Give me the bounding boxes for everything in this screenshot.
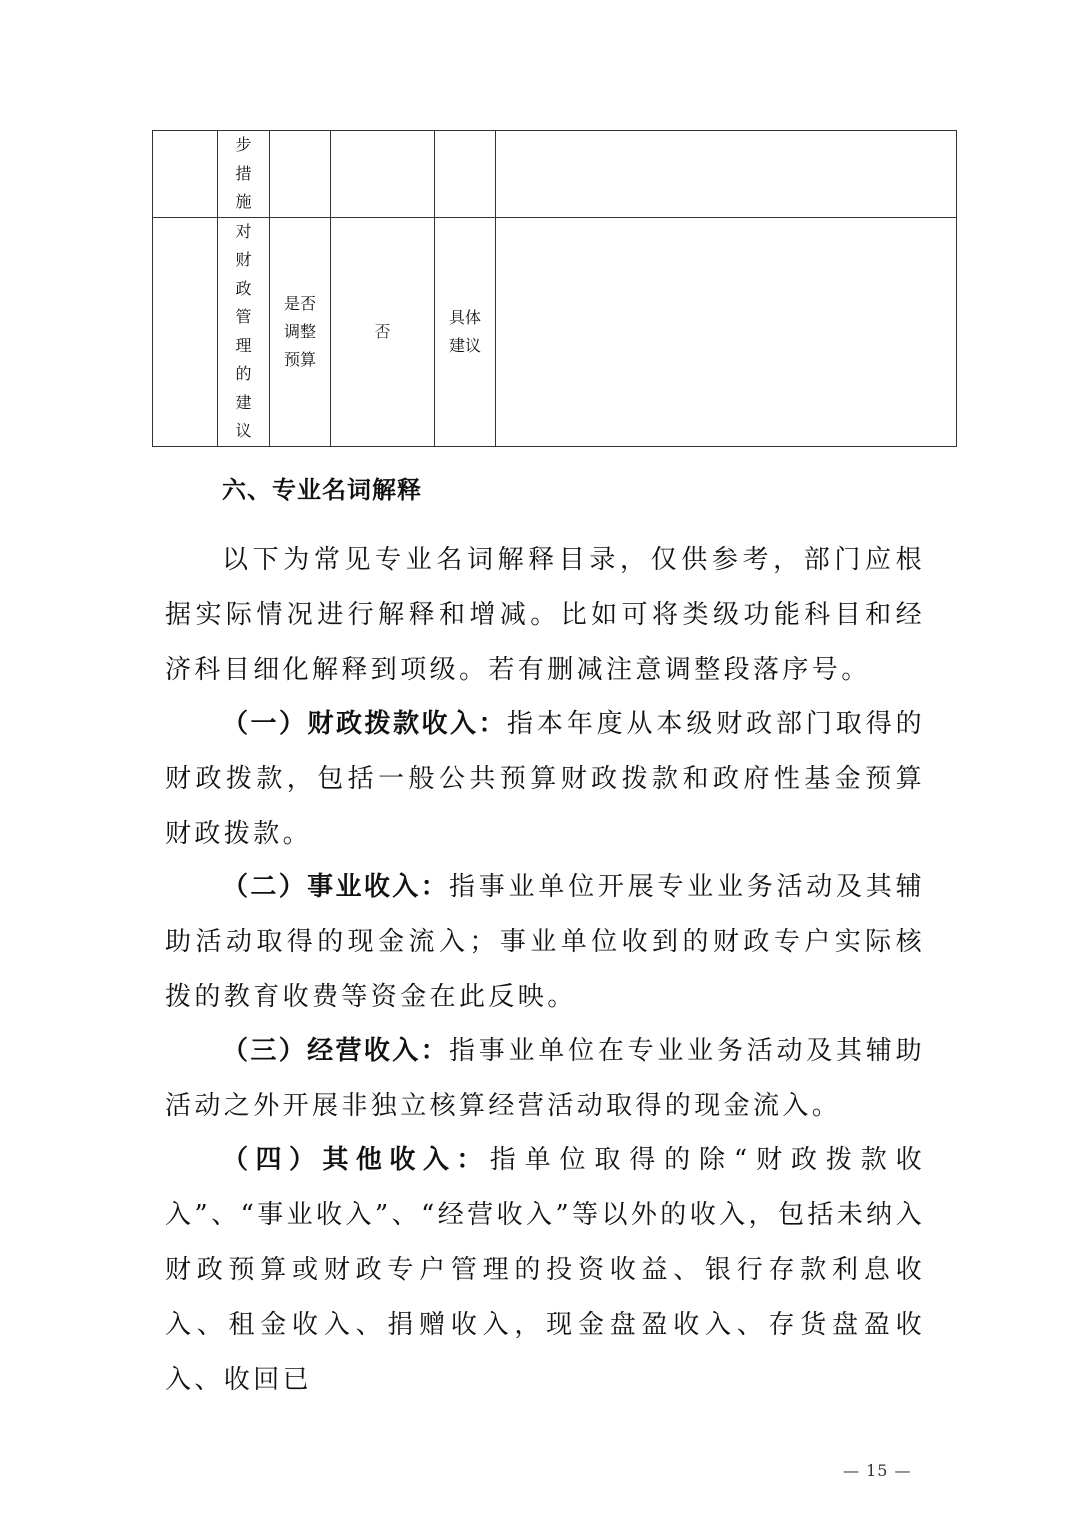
term-paragraph xyxy=(165,1024,925,1134)
term-label: （四）其他收入： xyxy=(222,1145,490,1175)
term-definition: 指事业单位在专业业务活动及其辅助活动之外开展非独立核算经营活动取得的现金流入。 xyxy=(165,1036,925,1121)
section-title: 六、专业名词解释 xyxy=(222,476,422,504)
measures-label: 步措施 xyxy=(235,135,252,211)
specific-advice-label: 具体建议 xyxy=(448,307,481,355)
term-definition: 指本年度从本级财政部门取得的财政拨款，包括一般公共预算财政拨款和政府性基金预算财政拨款。 xyxy=(165,709,925,849)
table-row-measures xyxy=(153,131,957,218)
evaluation-table xyxy=(152,130,957,447)
adjust-budget-label-cell xyxy=(270,217,331,446)
term-paragraph xyxy=(165,860,925,1025)
finance-advice-label: 对财政管理的建议 xyxy=(235,221,252,440)
table-empty-cell xyxy=(435,131,496,218)
table-row-finance-advice xyxy=(153,217,957,446)
table-empty-cell xyxy=(270,131,331,218)
term-label: （三）经营收入： xyxy=(222,1036,449,1066)
page-number: — 15 — xyxy=(843,1461,912,1480)
table-empty-cell xyxy=(153,131,218,218)
term-paragraph xyxy=(165,697,925,862)
term-label: （二）事业收入： xyxy=(222,872,449,902)
table-empty-cell xyxy=(153,217,218,446)
table-empty-cell xyxy=(496,131,957,218)
specific-advice-label-cell xyxy=(435,217,496,446)
term-definition: 指事业单位开展专业业务活动及其辅助活动取得的现金流入；事业单位收到的财政专户实际核拨的教育收费等资金在此反映。 xyxy=(165,872,925,1012)
adjust-budget-value-cell xyxy=(331,217,435,446)
table-empty-cell xyxy=(331,131,435,218)
term-paragraph xyxy=(165,1133,925,1408)
term-label: （一）财政拨款收入： xyxy=(222,709,507,739)
adjust-budget-value: 否 xyxy=(374,321,391,341)
measures-label-cell xyxy=(218,131,270,218)
intro-paragraph: 以下为常见专业名词解释目录，仅供参考，部门应根据实际情况进行解释和增减。比如可将类级功能科目和经济科目细化解释到项级。若有删减注意调整段落序号。 xyxy=(165,545,925,685)
adjust-budget-label: 是否调整预算 xyxy=(283,293,316,369)
finance-advice-label-cell xyxy=(218,217,270,446)
specific-advice-value-cell xyxy=(496,217,957,446)
term-definition: 指单位取得的除“财政拨款收入”、“事业收入”、“经营收入”等以外的收入，包括未纳入财政预算或财政专户管理的投资收益、银行存款利息收入、租金收入、捐赠收入，现金盘盈收入、存货盘盈收入、收回已 xyxy=(165,1145,925,1395)
